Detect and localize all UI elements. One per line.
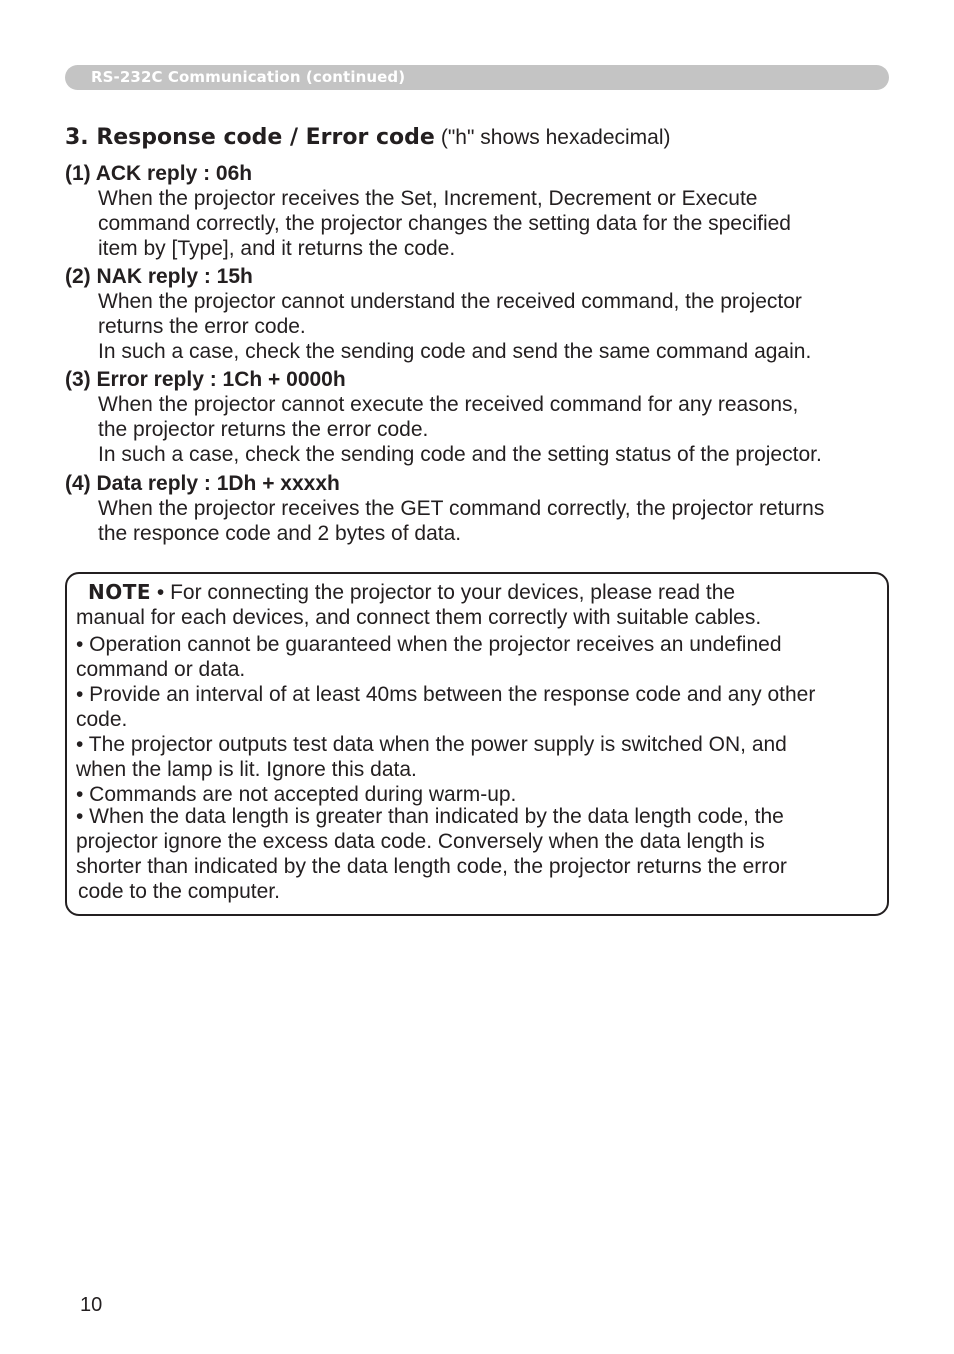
item-text-line: command correctly, the projector changes the setting data for the specified <box>98 212 791 235</box>
note-text-line: • Operation cannot be guaranteed when the projector receives an undefined <box>76 633 782 656</box>
item-text-line: When the projector receives the GET command correctly, the projector returns <box>98 497 825 520</box>
item-heading-ack: (1) ACK reply : 06h <box>65 162 253 185</box>
item-text-line: the projector returns the error code. <box>98 418 429 441</box>
page-number: 10 <box>80 1294 103 1316</box>
running-header-bar <box>65 65 889 90</box>
note-text-line: code. <box>76 708 128 731</box>
note-text-line: when the lamp is lit. Ignore this data. <box>76 758 417 781</box>
item-text-line: item by [Type], and it returns the code. <box>98 237 456 260</box>
item-heading-nak: (2) NAK reply : 15h <box>65 265 253 288</box>
section-title-main: 3. Response code / Error code <box>65 125 435 150</box>
note-text-line: • For connecting the projector to your devices, please read the <box>151 581 736 604</box>
item-text-line: In such a case, check the sending code and the setting status of the projector. <box>98 443 822 466</box>
note-text-line: code to the computer. <box>78 880 280 903</box>
item-heading-error: (3) Error reply : 1Ch + 0000h <box>65 368 346 391</box>
item-heading-data: (4) Data reply : 1Dh + xxxxh <box>65 472 340 495</box>
section-title-subtitle: ("h" shows hexadecimal) <box>440 126 671 149</box>
note-text-line: • When the data length is greater than indicated by the data length code, the <box>76 805 784 828</box>
note-text-line: shorter than indicated by the data length code, the projector returns the error <box>76 855 787 878</box>
note-text-line: • Provide an interval of at least 40ms between the response code and any other <box>76 683 816 706</box>
note-text-line: projector ignore the excess data code. Conversely when the data length is <box>76 830 765 853</box>
item-text-line: In such a case, check the sending code and send the same command again. <box>98 340 812 363</box>
note-first-line <box>88 580 735 605</box>
note-text-line: • The projector outputs test data when the power supply is switched ON, and <box>76 733 787 756</box>
item-text-line: the responce code and 2 bytes of data. <box>98 522 462 545</box>
note-text-line: • Commands are not accepted during warm-up. <box>76 783 517 806</box>
note-label: NOTE <box>88 580 152 604</box>
running-header-title: RS-232C Communication (continued) <box>91 68 406 86</box>
note-text-line: command or data. <box>76 658 246 681</box>
item-text-line: returns the error code. <box>98 315 306 338</box>
item-text-line: When the projector cannot understand the received command, the projector <box>98 290 802 313</box>
note-text-line: manual for each devices, and connect them correctly with suitable cables. <box>76 606 762 629</box>
item-text-line: When the projector receives the Set, Increment, Decrement or Execute <box>98 187 758 210</box>
item-text-line: When the projector cannot execute the received command for any reasons, <box>98 393 799 416</box>
section-title <box>65 125 671 150</box>
